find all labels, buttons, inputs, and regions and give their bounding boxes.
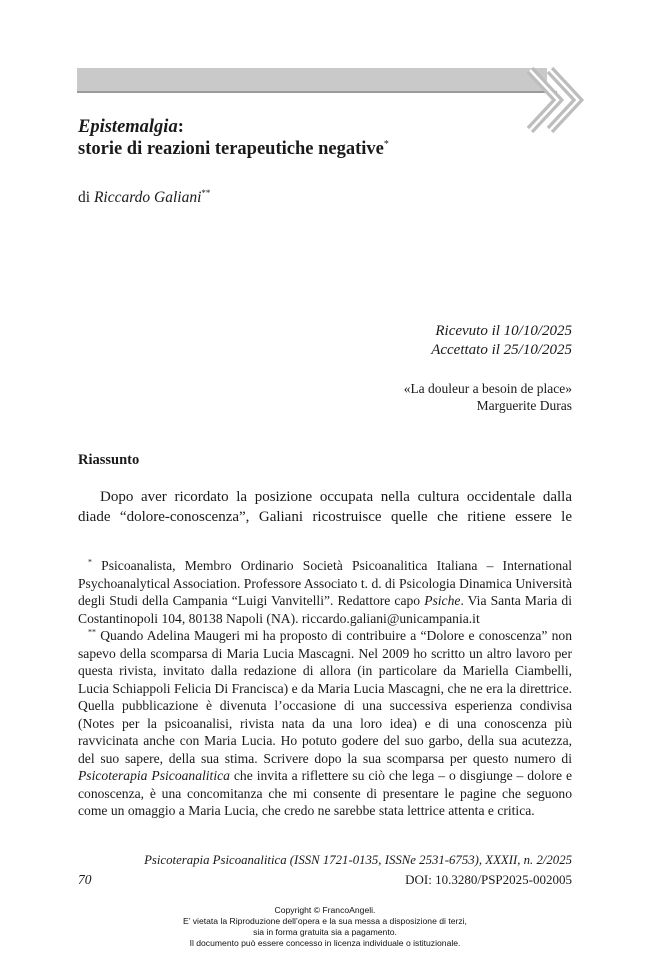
- author-note-mark: **: [201, 187, 211, 198]
- author-name: Riccardo Galiani: [93, 189, 202, 206]
- author-prefix: di: [78, 189, 91, 206]
- copyright-line-4: Il documento può essere concesso in licenza individuale o istituzionale.: [189, 938, 461, 948]
- doi: DOI: 10.3280/PSP2025-002005: [405, 872, 572, 887]
- submission-dates: [431, 322, 572, 360]
- copyright-line-1: Copyright © FrancoAngeli.: [274, 905, 376, 915]
- footnote-2-text-b: che invita a riflettere su ciò che lega – o disgiunge – dolore e conoscenza, è una concomitanza che mi consente di presentare le pagine che seguono come un omaggio a Maria Lucia, che credo ne sarebbe stata lettrice attenta e critica.: [78, 768, 572, 818]
- title-subtitle: storie di reazioni terapeutiche negative: [78, 138, 384, 159]
- abstract-line-1: Dopo aver ricordato la posizione occupata nella cultura occidentale dalla: [100, 489, 572, 505]
- epigraph-quote: «La douleur a besoin de place»: [403, 381, 572, 396]
- title-note-mark: *: [383, 138, 389, 150]
- double-chevron-right-icon: [524, 66, 584, 134]
- received-date: Ricevuto il 10/10/2025: [435, 323, 572, 339]
- article-title: [78, 117, 389, 160]
- title-colon: :: [177, 117, 184, 137]
- epigraph-attribution: Marguerite Duras: [476, 398, 572, 413]
- footnote-2-journal: Psicoterapia Psicoanalitica: [78, 768, 230, 783]
- abstract-line-2: diade “dolore-conoscenza”, Galiani ricostruisce quelle che ritiene essere le: [78, 509, 572, 525]
- footnote-1-text-b: . Via Santa Maria di Costantinopoli 104, 80138 Napoli (NA). riccardo.galiani@unicampania.it: [78, 593, 572, 626]
- copyright-line-3: sia in forma gratuita sia a pagamento.: [253, 927, 397, 937]
- abstract-heading: Riassunto: [78, 452, 140, 468]
- footnote-1-text-a: Psicoanalista, Membro Ordinario Società Psicoanalitica Italiana – International Psychoanalytical Association. Professore Associato t. d. di Psicologia Dinamica Università degli Studi della Campania “Luigi Vanvitelli”. Redattore capo: [78, 558, 572, 608]
- footnote-1: [78, 557, 572, 627]
- journal-citation: Psicoterapia Psicoanalitica (ISSN 1721-0135, ISSNe 2531-6753), XXXII, n. 2/2025: [144, 853, 572, 867]
- header-band: [77, 68, 547, 92]
- copyright-line-2: E’ vietata la Riproduzione dell’opera e la sua messa a disposizione di terzi,: [183, 916, 467, 926]
- footnote-1-journal: Psiche: [424, 593, 461, 608]
- header-rule: [77, 91, 557, 93]
- epigraph: [404, 380, 572, 414]
- footnote-1-mark: *: [88, 557, 92, 567]
- title-main: Epistemalgia: [78, 117, 178, 137]
- copyright-notice: [0, 905, 650, 949]
- abstract-text: [78, 487, 572, 527]
- footnote-2: [78, 627, 572, 820]
- footnote-2-text-a: Quando Adelina Maugeri mi ha proposto di contribuire a “Dolore e conoscenza” non sapevo della scomparsa di Maria Lucia Mascagni. Nel 2009 ho scritto un altro lavoro per questa rivista, invitato dalla redazione di allora (in particolare da Mariella Ciambelli, Lucia Schiappoli Felicia Di Francisca) e da Maria Lucia Mascagni, che ne era la direttrice. Quella pubblicazione è divenuta l’occasione di una successiva esperienza condivisa (Notes per la psicoanalisi, rivista nata da una loro idea) e di una conoscenza più ravvicinata anche con Maria Lucia. Ho potuto godere del suo garbo, della sua acutezza, del suo sapere, della sua stima. Scrivere dopo la sua scomparsa per questo numero di: [78, 628, 572, 766]
- footnotes: [78, 557, 572, 820]
- footnote-2-mark: **: [88, 627, 96, 637]
- page-number: 70: [78, 872, 92, 887]
- accepted-date: Accettato il 25/10/2025: [431, 342, 572, 358]
- author-line: [78, 189, 210, 207]
